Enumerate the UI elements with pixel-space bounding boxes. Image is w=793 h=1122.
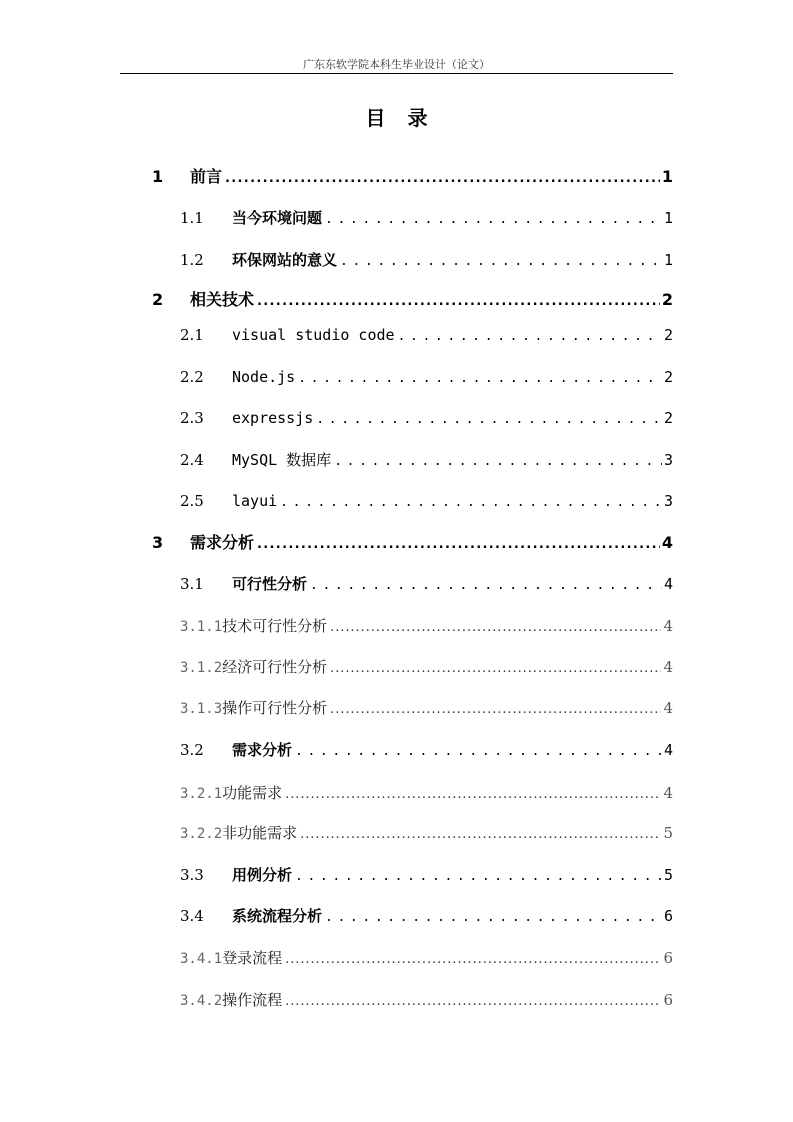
page-title: 目录 — [365, 106, 450, 130]
toc-leader — [295, 866, 662, 888]
toc-page-number: 4 — [663, 617, 673, 635]
toc-leader — [310, 575, 662, 597]
toc-entry-2-3[interactable] — [180, 407, 673, 429]
toc-leader — [295, 741, 662, 763]
toc-title: layui — [232, 492, 278, 510]
toc-number: 2.4 — [180, 451, 204, 469]
toc-entry-3-3[interactable] — [180, 864, 673, 886]
toc-entry-3-2-1[interactable] — [180, 782, 673, 804]
toc-title: expressjs — [232, 409, 314, 427]
toc-number: 3.1.2 — [180, 660, 223, 676]
toc-page-number: 2 — [663, 368, 673, 386]
toc-title: 需求分析 — [190, 533, 255, 552]
toc-number: 3.2.2 — [180, 826, 223, 842]
toc-page-number: 5 — [663, 824, 673, 842]
toc-number: 1 — [152, 167, 164, 186]
toc-page-number: 2 — [663, 326, 673, 344]
toc-title: 用例分析 — [232, 866, 293, 884]
toc-page-number: 2 — [663, 409, 673, 427]
toc-entry-1-2[interactable] — [180, 249, 673, 271]
toc-title: 功能需求 — [222, 784, 283, 802]
running-header: 广东东软学院本科生毕业设计（论文） — [303, 58, 490, 71]
toc-number: 2 — [152, 290, 164, 309]
toc-entry-3-1-1[interactable] — [180, 615, 673, 637]
toc-entry-3-1-3[interactable] — [180, 697, 673, 719]
toc-title: 前言 — [190, 167, 223, 186]
toc-entry-2-4[interactable] — [180, 449, 673, 471]
toc-number: 3.4 — [180, 907, 204, 925]
toc-page-number: 2 — [661, 290, 673, 309]
toc-page-number: 3 — [663, 451, 673, 469]
toc-number: 3.2.1 — [180, 786, 223, 802]
toc-entry-1[interactable] — [152, 166, 673, 188]
toc-leader — [334, 451, 662, 473]
toc-leader — [316, 409, 662, 431]
toc-leader — [325, 209, 662, 231]
toc-number: 3.1 — [180, 575, 204, 593]
toc-page-number: 4 — [661, 533, 673, 552]
toc-leader — [330, 699, 661, 721]
toc-leader — [330, 658, 661, 680]
toc-title: Node.js — [232, 368, 296, 386]
toc-page-number: 4 — [663, 784, 673, 802]
toc-entry-2-5[interactable] — [180, 490, 673, 512]
toc-entry-3-4-2[interactable] — [180, 989, 673, 1011]
toc-entry-3-2[interactable] — [180, 739, 673, 761]
toc-leader — [325, 907, 662, 929]
toc-number: 2.3 — [180, 409, 204, 427]
toc-title: 系统流程分析 — [232, 907, 323, 925]
toc-leader — [285, 949, 661, 971]
toc-leader — [257, 291, 660, 313]
toc-title: 当今环境问题 — [232, 209, 323, 227]
toc-page-number: 6 — [663, 991, 673, 1009]
toc-title: 可行性分析 — [232, 575, 308, 593]
toc-leader — [340, 251, 662, 273]
toc-entry-3-1-2[interactable] — [180, 656, 673, 678]
toc-page-number: 4 — [663, 575, 673, 593]
toc-leader — [298, 368, 662, 390]
toc-title: 需求分析 — [232, 741, 293, 759]
toc-number: 3.1.3 — [180, 701, 223, 717]
toc-title: 登录流程 — [222, 949, 283, 967]
toc-title: visual studio code — [232, 326, 395, 344]
toc-page-number: 4 — [663, 741, 673, 759]
toc-page-number: 6 — [663, 907, 673, 925]
toc-page-number: 5 — [663, 866, 673, 884]
toc-number: 1.1 — [180, 209, 204, 227]
toc-entry-1-1[interactable] — [180, 207, 673, 229]
toc-number: 3.1.1 — [180, 619, 223, 635]
toc-number: 3.2 — [180, 741, 204, 759]
toc-page-number: 4 — [663, 658, 673, 676]
toc-title: 环保网站的意义 — [232, 251, 338, 269]
toc-entry-3-2-2[interactable] — [180, 822, 673, 844]
toc-number: 1.2 — [180, 251, 204, 269]
toc-title: 操作流程 — [222, 991, 283, 1009]
toc-page-number: 6 — [663, 949, 673, 967]
toc-page-number: 1 — [661, 167, 673, 186]
toc-leader — [300, 824, 661, 846]
toc-leader — [398, 326, 662, 348]
toc-title: 经济可行性分析 — [222, 658, 328, 676]
toc-number: 3 — [152, 533, 164, 552]
toc-entry-3-1[interactable] — [180, 573, 673, 595]
toc-leader — [280, 492, 662, 514]
toc-page-number: 1 — [663, 209, 673, 227]
toc-leader — [330, 617, 661, 639]
toc-leader — [225, 168, 660, 190]
toc-number: 3.3 — [180, 866, 204, 884]
toc-number: 2.2 — [180, 368, 204, 386]
toc-leader — [285, 784, 661, 806]
toc-entry-2[interactable] — [152, 289, 673, 311]
toc-page-number: 4 — [663, 699, 673, 717]
toc-entry-2-1[interactable] — [180, 324, 673, 346]
toc-number: 2.1 — [180, 326, 204, 344]
toc-number: 3.4.2 — [180, 993, 223, 1009]
toc-page-number: 1 — [663, 251, 673, 269]
toc-page-number: 3 — [663, 492, 673, 510]
toc-title: MySQL 数据库 — [232, 451, 332, 469]
toc-entry-3-4-1[interactable] — [180, 947, 673, 969]
toc-title: 相关技术 — [190, 290, 255, 309]
toc-entry-3[interactable] — [152, 532, 673, 554]
toc-leader — [285, 991, 661, 1013]
toc-entry-3-4[interactable] — [180, 905, 673, 927]
toc-entry-2-2[interactable] — [180, 366, 673, 388]
toc-title: 操作可行性分析 — [222, 699, 328, 717]
toc-title: 技术可行性分析 — [222, 617, 328, 635]
toc-number: 2.5 — [180, 492, 204, 510]
toc-leader — [257, 534, 660, 556]
toc-title: 非功能需求 — [222, 824, 298, 842]
toc-number: 3.4.1 — [180, 951, 223, 967]
